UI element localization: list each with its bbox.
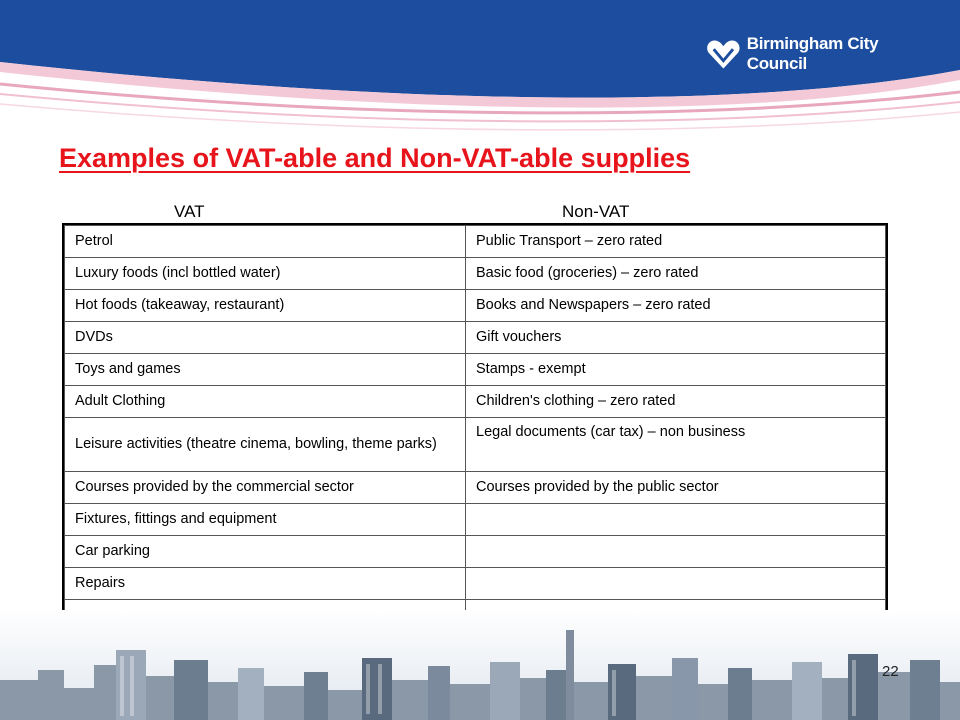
heart-logo-icon (706, 37, 741, 71)
vat-cell: Courses provided by the commercial sector (65, 472, 466, 504)
column-header-non-vat: Non-VAT (562, 202, 630, 221)
vat-table (62, 223, 888, 629)
vat-cell: DVDs (65, 322, 466, 354)
vat-cell: Adult Clothing (65, 386, 466, 418)
city-skyline-image (0, 610, 960, 720)
table-row (65, 354, 886, 386)
table-row (65, 536, 886, 568)
page-title: Examples of VAT-able and Non-VAT-able supplies (59, 143, 691, 173)
vat-cell: Petrol (65, 226, 466, 258)
non-vat-cell: Legal documents (car tax) – non business (466, 418, 886, 472)
table-row (65, 504, 886, 536)
table-row (65, 418, 886, 472)
vat-cell: Leisure activities (theatre cinema, bowling, theme parks) (65, 418, 466, 472)
vat-cell: Hot foods (takeaway, restaurant) (65, 290, 466, 322)
non-vat-cell: Gift vouchers (466, 322, 886, 354)
non-vat-cell (466, 504, 886, 536)
column-header-vat: VAT (174, 202, 205, 221)
table-row (65, 290, 886, 322)
vat-cell: Fixtures, fittings and equipment (65, 504, 466, 536)
non-vat-cell: Books and Newspapers – zero rated (466, 290, 886, 322)
non-vat-cell (466, 568, 886, 600)
vat-cell: Toys and games (65, 354, 466, 386)
council-logo (706, 34, 936, 74)
non-vat-cell: Stamps - exempt (466, 354, 886, 386)
vat-cell: Luxury foods (incl bottled water) (65, 258, 466, 290)
logo-text: Birmingham City Council (746, 34, 879, 73)
table-row (65, 226, 886, 258)
table-row (65, 322, 886, 354)
vat-cell: Repairs (65, 568, 466, 600)
non-vat-cell: Children's clothing – zero rated (466, 386, 886, 418)
page-number: 22 (882, 663, 899, 680)
table-row (65, 386, 886, 418)
non-vat-cell: Basic food (groceries) – zero rated (466, 258, 886, 290)
non-vat-cell: Courses provided by the public sector (466, 472, 886, 504)
non-vat-cell: Public Transport – zero rated (466, 226, 886, 258)
vat-cell: Car parking (65, 536, 466, 568)
table-row (65, 568, 886, 600)
non-vat-cell (466, 536, 886, 568)
table-row (65, 472, 886, 504)
table-row (65, 258, 886, 290)
